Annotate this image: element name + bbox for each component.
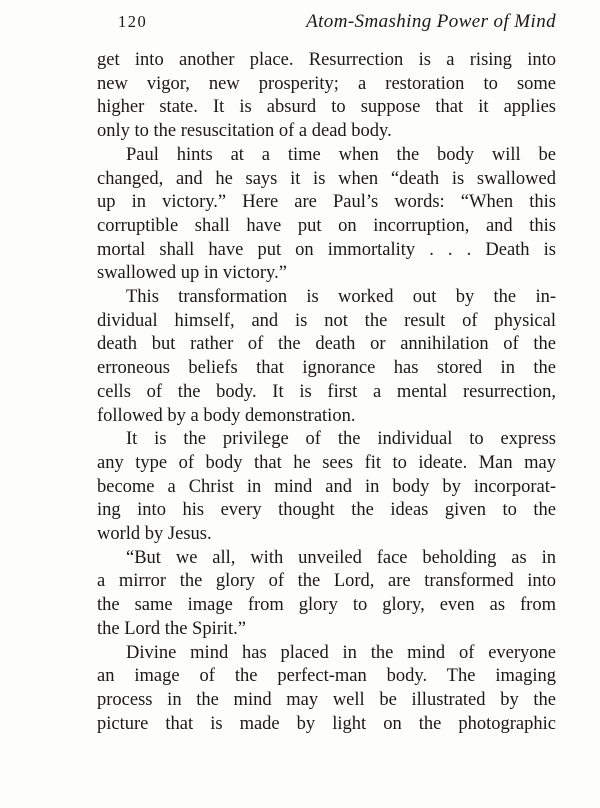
text-line: mortal shall have put on immortality . . . Death is [97, 239, 556, 260]
text-line: followed by a body demonstration. [97, 405, 356, 426]
text-line: corruptible shall have put on incorruption, and this [97, 215, 556, 236]
text-line: death but rather of the death or annihilation of the [97, 334, 556, 355]
page-header [97, 11, 556, 33]
text-line: process in the mind may well be illustrated by the [97, 689, 556, 710]
text-line: erroneous beliefs that ignorance has stored in the [97, 358, 556, 379]
text-line: ing into his every thought the ideas given to the [97, 500, 556, 521]
text-line: Divine mind has placed in the mind of everyone [126, 642, 556, 663]
text-line: higher state. It is absurd to suppose that it applies [97, 97, 556, 118]
text-line: world by Jesus. [97, 524, 212, 545]
text-line: up in victory.” Here are Paul’s words: “When this [97, 192, 556, 213]
text-line: This transformation is worked out by the in- [126, 287, 556, 308]
text-line: Paul hints at a time when the body will be [126, 144, 556, 165]
text-line: “But we all, with unveiled face beholding as in [126, 547, 556, 568]
text-line: the Lord the Spirit.” [97, 618, 246, 639]
text-line: any type of body that he sees fit to ideate. Man may [97, 452, 556, 473]
text-line: dividual himself, and is not the result of physical [97, 310, 556, 331]
text-line: cells of the body. It is first a mental resurrection, [97, 381, 556, 402]
running-title: Atom-Smashing Power of Mind [306, 11, 556, 32]
text-line: changed, and he says it is when “death is swallowed [97, 168, 556, 189]
text-line: become a Christ in mind and in body by incorporat- [97, 476, 556, 497]
text-line: new vigor, new prosperity; a restoration to some [97, 73, 556, 94]
text-line: swallowed up in victory.” [97, 263, 287, 284]
text-line: picture that is made by light on the photographic [97, 713, 556, 734]
page-number: 120 [118, 12, 148, 31]
body-text [97, 49, 556, 736]
text-line: get into another place. Resurrection is a rising into [97, 50, 556, 70]
text-line: It is the privilege of the individual to express [126, 429, 556, 450]
text-line: only to the resuscitation of a dead body. [97, 121, 392, 142]
text-line: an image of the perfect-man body. The imaging [97, 666, 556, 687]
text-line: the same image from glory to glory, even as from [97, 595, 556, 616]
text-line: a mirror the glory of the Lord, are transformed into [97, 571, 556, 592]
